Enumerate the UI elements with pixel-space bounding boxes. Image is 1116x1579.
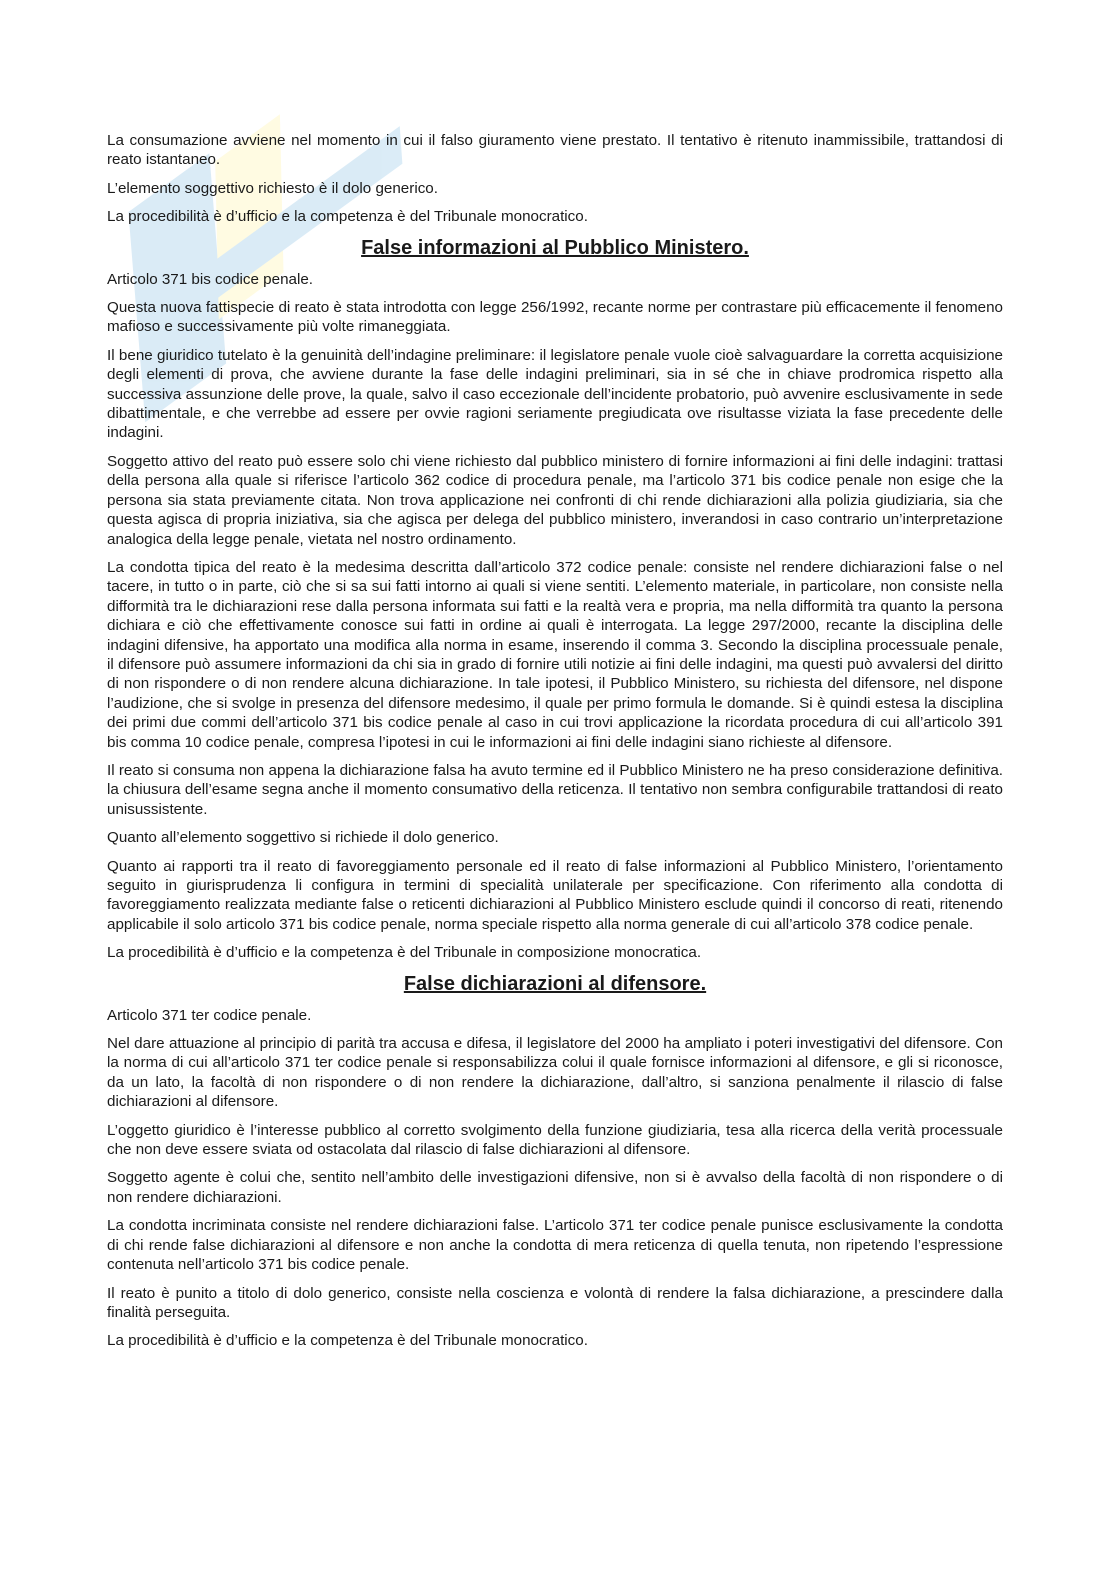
paragraph: La procedibilità è d’ufficio e la competenza è del Tribunale in composizione monocratica.	[107, 944, 702, 962]
paragraph: Quanto all’elemento soggettivo si richiede il dolo generico.	[107, 829, 499, 847]
paragraph: Il reato si consuma non appena la dichiarazione falsa ha avuto termine ed il Pubblico Ministero ne ha preso considerazione definitiva. la chiusura dell’esame segna anche il momento consumativo della reticenza. Il tentativo non sembra configurabile trattandosi di reato unisussistente.	[107, 761, 1003, 818]
section-heading: False informazioni al Pubblico Ministero.	[361, 236, 749, 259]
paragraph: La consumazione avviene nel momento in cui il falso giuramento viene prestato. Il tentativo è ritenuto inammissibile, trattandosi di reato istantaneo.	[107, 132, 1003, 169]
section-false-dichiarazioni	[107, 972, 1003, 1351]
paragraph: Articolo 371 ter codice penale.	[107, 1006, 312, 1024]
paragraph: Il reato è punito a titolo di dolo generico, consiste nella coscienza e volontà di rendere la falsa dichiarazione, a prescindere dalla finalità perseguita.	[107, 1284, 1003, 1321]
paragraph: Soggetto attivo del reato può essere solo chi viene richiesto dal pubblico ministero di fornire informazioni ai fini delle indagini: trattasi della persona alla quale si riferisce l’articolo 362 codice di procedura penale, ma l’articolo 371 bis codice penale non esige che la persona sia stata previamente citata. Non trova applicazione nei confronti di chi rende dichiarazioni alla polizia giudiziaria, sia che questa agisca di propria iniziativa, sia che agisca per delega del pubblico ministero, inverandosi in caso contrario un’interpretazione analogica della legge penale, vietata nel nostro ordinamento.	[107, 452, 1003, 548]
paragraph: La procedibilità è d’ufficio e la competenza è del Tribunale monocratico.	[107, 1332, 588, 1350]
document-body	[107, 131, 1003, 1360]
section-intro	[107, 131, 1003, 227]
paragraph: Nel dare attuazione al principio di parità tra accusa e difesa, il legislatore del 2000 ha ampliato i poteri investigativi del difensore. Con la norma di cui all’articolo 371 ter codice penale si responsabilizza colui il quale fornisce informazioni al difensore, e gli si riconosce, da un lato, la facoltà di non rispondere o di non rendere la dichiarazione, dall’altro, si sanziona penalmente il rilascio di false dichiarazioni al difensore.	[107, 1035, 1003, 1111]
paragraph: Il bene giuridico tutelato è la genuinità dell’indagine preliminare: il legislatore penale vuole cioè salvaguardare la corretta acquisizione degli elementi di prova, che avviene durante la fase delle indagini preliminari, sia in sé che in chiave prodromica rispetto alla successiva assunzione delle prove, la quale, salvo il caso eccezionale dell’incidente probatorio, può avvenire esclusivamente in sede dibattimentale, e che verrebbe ad essere per ovvie ragioni seriamente pregiudicata ove risultasse viziata la fase precedente delle indagini.	[107, 346, 1003, 442]
paragraph: L’elemento soggettivo richiesto è il dolo generico.	[107, 179, 438, 197]
paragraph: Quanto ai rapporti tra il reato di favoreggiamento personale ed il reato di false informazioni al Pubblico Ministero, l’orientamento seguito in giurisprudenza li configura in termini di specialità unilaterale per specificazione. Con riferimento alla condotta di favoreggiamento realizzata mediante false o reticenti dichiarazioni al Pubblico Ministero esclude quindi il concorso di reati, ritenendo applicabile il solo articolo 371 bis codice penale, norma speciale rispetto alla norma generale di cui all’articolo 378 codice penale.	[107, 857, 1003, 933]
paragraph: Soggetto agente è colui che, sentito nell’ambito delle investigazioni difensive, non si è avvalso della facoltà di non rispondere o di non rendere dichiarazioni.	[107, 1169, 1003, 1206]
paragraph: La procedibilità è d’ufficio e la competenza è del Tribunale monocratico.	[107, 208, 588, 226]
paragraph: La condotta incriminata consiste nel rendere dichiarazioni false. L’articolo 371 ter codice penale punisce esclusivamente la condotta di chi rende false dichiarazioni al difensore e non anche la condotta di mera reticenza di quella tenuta, non ripetendo l’espressione contenuta nell’articolo 371 bis codice penale.	[107, 1217, 1003, 1274]
section-false-informazioni	[107, 236, 1003, 963]
paragraph: La condotta tipica del reato è la medesima descritta dall’articolo 372 codice penale: consiste nel rendere dichiarazioni false o nel tacere, in tutto o in parte, ciò che si sa sui fatti intorno ai quali si viene sentiti. L’elemento materiale, in particolare, non consiste nella difformità tra le dichiarazioni rese dalla persona informata sui fatti e la realtà vera e propria, ma nella difformità tra quanto la persona dichiara e ciò che effettivamente conosce sui fatti in ordine ai quali è interrogata. La legge 297/2000, recante la disciplina delle indagini difensive, ha apportato una modifica alla norma in esame, inserendo il comma 3. Secondo la disciplina processuale penale, il difensore può assumere informazioni da chi sia in grado di fornire utili notizie ai fini delle indagini, ma questi può avvalersi del diritto di non rispondere o di non rendere alcuna dichiarazione. In tale ipotesi, il Pubblico Ministero, su richiesta del difensore, nel dispone l’audizione, che si svolge in presenza del difensore medesimo, il quale per primo formula le domande. Si è quindi estesa la disciplina dei primi due commi dell’articolo 371 bis codice penale al caso in cui trovi applicazione la ricordata procedura di cui all’articolo 391 bis comma 10 codice penale, compresa l’ipotesi in cui le informazioni ai fini delle indagini siano richieste al difensore.	[107, 558, 1003, 751]
paragraph: Questa nuova fattispecie di reato è stata introdotta con legge 256/1992, recante norme per contrastare più efficacemente il fenomeno mafioso e successivamente più volte rimaneggiata.	[107, 299, 1003, 336]
section-heading: False dichiarazioni al difensore.	[403, 972, 707, 995]
paragraph: Articolo 371 bis codice penale.	[107, 270, 314, 288]
paragraph: L’oggetto giuridico è l’interesse pubblico al corretto svolgimento della funzione giudiziaria, tesa alla ricerca della verità processuale che non deve essere sviata od ostacolata dal rilascio di false dichiarazioni al difensore.	[107, 1121, 1003, 1159]
